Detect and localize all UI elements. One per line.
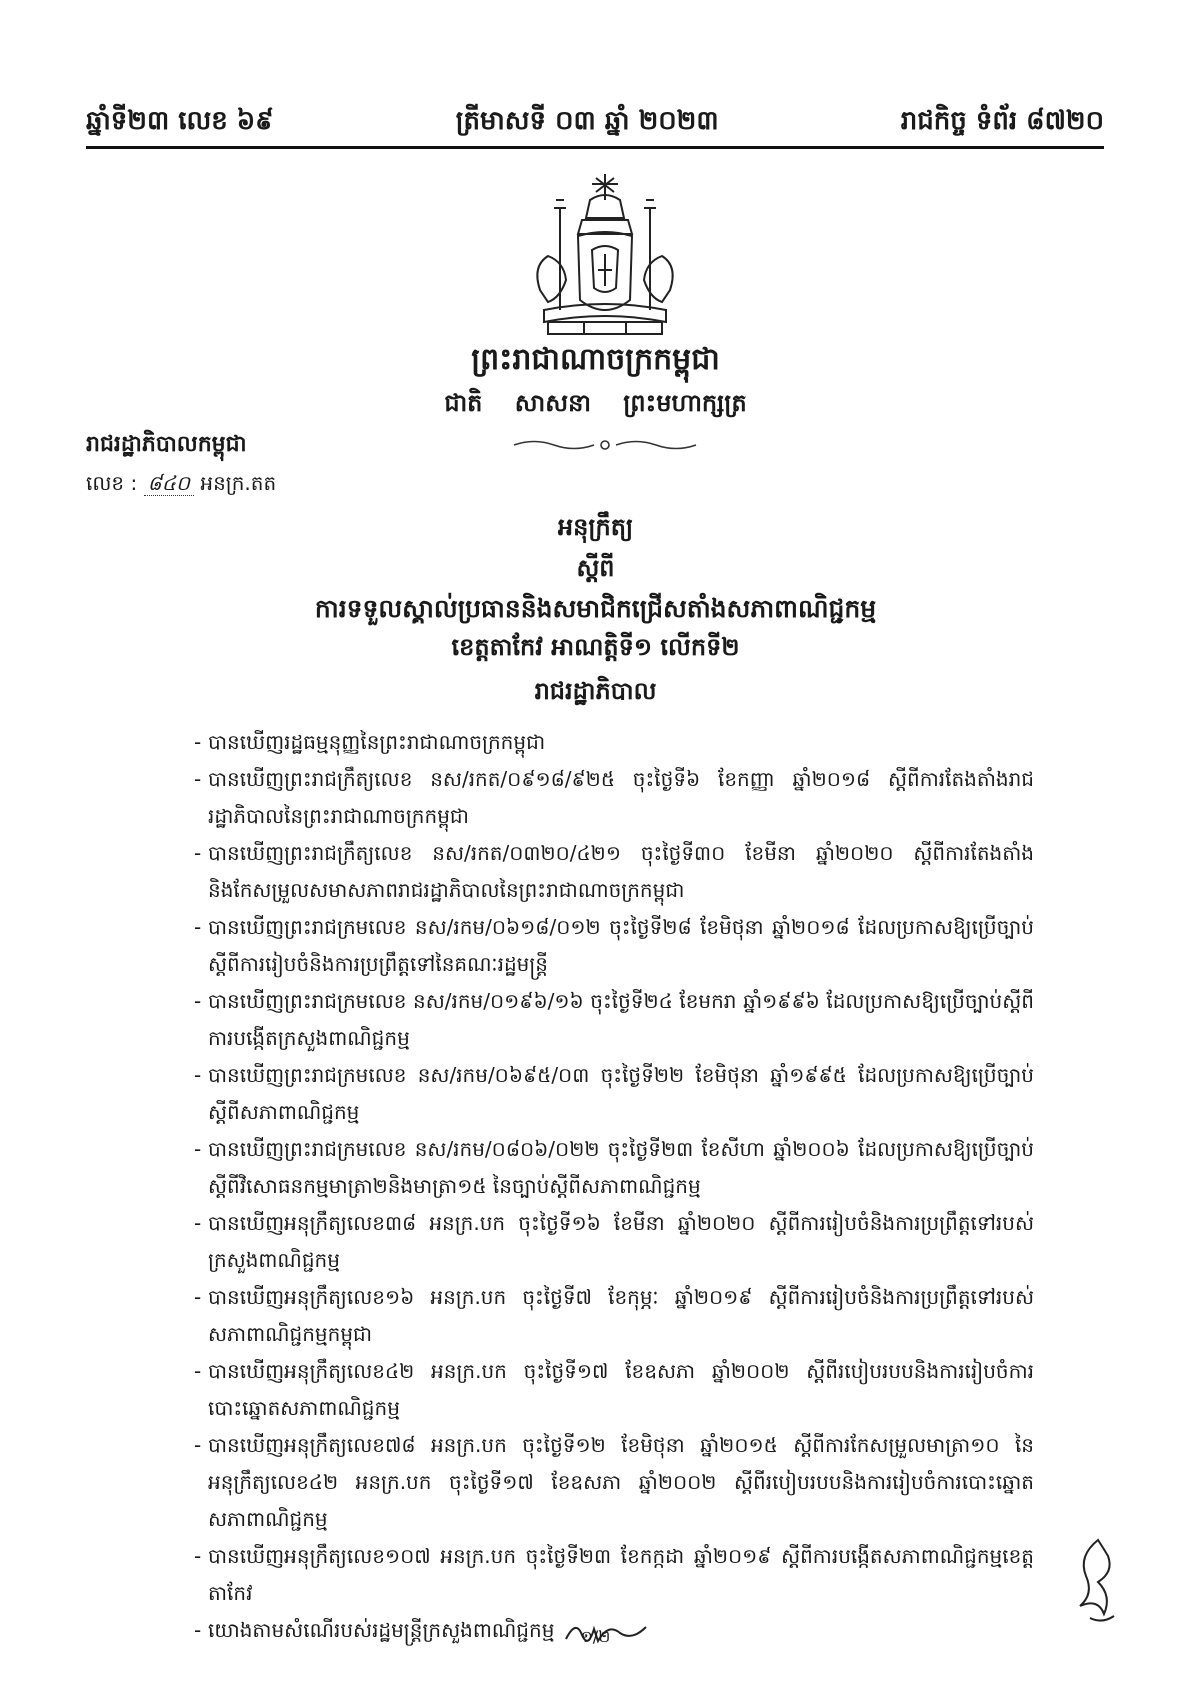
list-item: - បានឃើញព្រះរាជក្រមលេខ នស/រកម/០៦១៨/០១២ ចុះថ្ងៃទី២៨ ខែមិថុនា ឆ្នាំ២០១៨ ដែលប្រកាសឱ្យប្រើច្បាប់ស្ដីពីការរៀបចំនិងការប្រព្រឹត្តទៅនៃគណៈរដ្ឋមន្ត្រី bbox=[194, 909, 1034, 983]
recitals-list bbox=[194, 724, 1034, 1649]
kingdom-name: ព្រះរាជាណាចក្រកម្ពុជា bbox=[471, 342, 720, 377]
list-item: - បានឃើញអនុក្រឹត្យលេខ១៦ អនក្រ.បក ចុះថ្ងៃទី៧ ខែកុម្ភៈ ឆ្នាំ២០១៩ ស្ដីពីការរៀបចំនិងការប្រព្រឹត្តទៅរបស់សភាពាណិជ្ជកម្មកម្ពុជា bbox=[194, 1279, 1034, 1353]
list-item: - បានឃើញព្រះរាជក្រឹត្យលេខ នស/រកត/០៩១៨/៩២៥ ចុះថ្ងៃទី៦ ខែកញ្ញា ឆ្នាំ២០១៨ ស្ដីពីការតែងតាំងរាជរដ្ឋាភិបាលនៃព្រះរាជាណាចក្រកម្ពុជា bbox=[194, 761, 1034, 835]
document-subject: ការទទួលស្គាល់ប្រធាននិងសមាជិកជ្រើសតាំងសភាពាណិជ្ជកម្ម bbox=[314, 594, 877, 623]
list-item: - បានឃើញអនុក្រឹត្យលេខ៣៨ អនក្រ.បក ចុះថ្ងៃទី១៦ ខែមីនា ឆ្នាំ២០២០ ស្ដីពីការរៀបចំនិងការប្រព្រឹត្តទៅរបស់ក្រសួងពាណិជ្ជកម្ម bbox=[194, 1205, 1034, 1279]
list-item: - បានឃើញព្រះរាជក្រមលេខ នស/រកម/០៦៩៥/០៣ ចុះថ្ងៃទី២២ ខែមិថុនា ឆ្នាំ១៩៩៥ ដែលប្រកាសឱ្យប្រើច្បាប់ស្ដីពីសភាពាណិជ្ជកម្ម bbox=[194, 1057, 1034, 1131]
body-heading: រាជរដ្ឋាភិបាល bbox=[534, 676, 657, 705]
reference-handwritten-number: ៨៤០ bbox=[144, 471, 194, 496]
header-divider bbox=[86, 146, 1104, 149]
reference-label: លេខ : bbox=[86, 471, 138, 495]
list-item: - បានឃើញអនុក្រឹត្យលេខ៤២ អនក្រ.បក ចុះថ្ងៃទី១៧ ខែឧសភា ឆ្នាំ២០០២ ស្ដីពីរបៀបរបបនិងការរៀបចំការបោះឆ្នោតសភាពាណិជ្ជកម្ម bbox=[194, 1353, 1034, 1427]
list-item: - បានឃើញព្រះរាជក្រឹត្យលេខ នស/រកត/០៣២០/៤២១ ចុះថ្ងៃទី៣០ ខែមីនា ឆ្នាំ២០២០ ស្ដីពីការតែងតាំងនិងកែសម្រួលសមាសភាពរាជរដ្ឋាភិបាលនៃព្រះរាជាណាចក្រកម្ពុជា bbox=[194, 835, 1034, 909]
gazette-quarter: ត្រីមាសទី ០៣ ឆ្នាំ ២០២៣ bbox=[455, 106, 719, 136]
reference-suffix: អនក្រ.តត bbox=[200, 471, 277, 495]
national-motto: ជាតិ សាសនា ព្រះមហាក្សត្រ bbox=[444, 388, 747, 417]
margin-initial-signature-icon bbox=[1068, 1536, 1124, 1626]
reference-number bbox=[86, 470, 276, 500]
list-item: - យោងតាមសំណើរបស់រដ្ឋមន្ត្រីក្រសួងពាណិជ្ជកម្ម bbox=[194, 1612, 1034, 1649]
list-item: - បានឃើញអនុក្រឹត្យលេខ៧៨ អនក្រ.បក ចុះថ្ងៃទី១២ ខែមិថុនា ឆ្នាំ២០១៥ ស្ដីពីការកែសម្រួលមាត្រា១០ នៃអនុក្រឹត្យលេខ៤២ អនក្រ.បក ចុះថ្ងៃទី១៧ ខែឧសភា ឆ្នាំ២០០២ ស្ដីពីរបៀបរបបនិងការរៀបចំការបោះឆ្នោតសភាពាណិជ្ជកម្ម bbox=[194, 1427, 1034, 1538]
gazette-page: រាជកិច្ច ទំព័រ ៨៧២០ bbox=[900, 106, 1104, 136]
list-item: - បានឃើញរដ្ឋធម្មនុញ្ញនៃព្រះរាជាណាចក្រកម្ពុជា bbox=[194, 724, 1034, 761]
royal-coat-of-arms-icon bbox=[520, 170, 690, 338]
document-about: ស្ដីពី bbox=[576, 553, 615, 582]
issuing-authority: រាជរដ្ឋាភិបាលកម្ពុជា bbox=[86, 431, 247, 457]
ornament-divider-icon bbox=[510, 436, 700, 454]
list-item: - បានឃើញព្រះរាជក្រមលេខ នស/រកម/០១៩៦/១៦ ចុះថ្ងៃទី២៤ ខែមករា ឆ្នាំ១៩៩៦ ដែលប្រកាសឱ្យប្រើច្បាប់ស្ដីពីការបង្កើតក្រសួងពាណិជ្ជកម្ម bbox=[194, 983, 1034, 1057]
list-item: - បានឃើញអនុក្រឹត្យលេខ១០៧ អនក្រ.បក ចុះថ្ងៃទី២៣ ខែកក្កដា ឆ្នាំ២០១៩ ស្ដីពីការបង្កើតសភាពាណិជ្ជកម្មខេត្តតាកែវ bbox=[194, 1538, 1034, 1612]
page-number: ១/២ bbox=[580, 1627, 611, 1646]
list-item: - បានឃើញព្រះរាជក្រមលេខ នស/រកម/០៨០៦/០២២ ចុះថ្ងៃទី២៣ ខែសីហា ឆ្នាំ២០០៦ ដែលប្រកាសឱ្យប្រើច្បាប់ស្ដីពីវិសោធនកម្មមាត្រា២និងមាត្រា១៥ នៃច្បាប់ស្ដីពីសភាពាណិជ្ជកម្ម bbox=[194, 1131, 1034, 1205]
gazette-header bbox=[86, 84, 1104, 142]
document-type: អនុក្រឹត្យ bbox=[557, 512, 634, 541]
document-scope: ខេត្តតាកែវ អាណត្តិទី១ លើកទី២ bbox=[451, 632, 740, 661]
gazette-issue: ឆ្នាំទី២៣ លេខ ៦៩ bbox=[86, 106, 274, 136]
